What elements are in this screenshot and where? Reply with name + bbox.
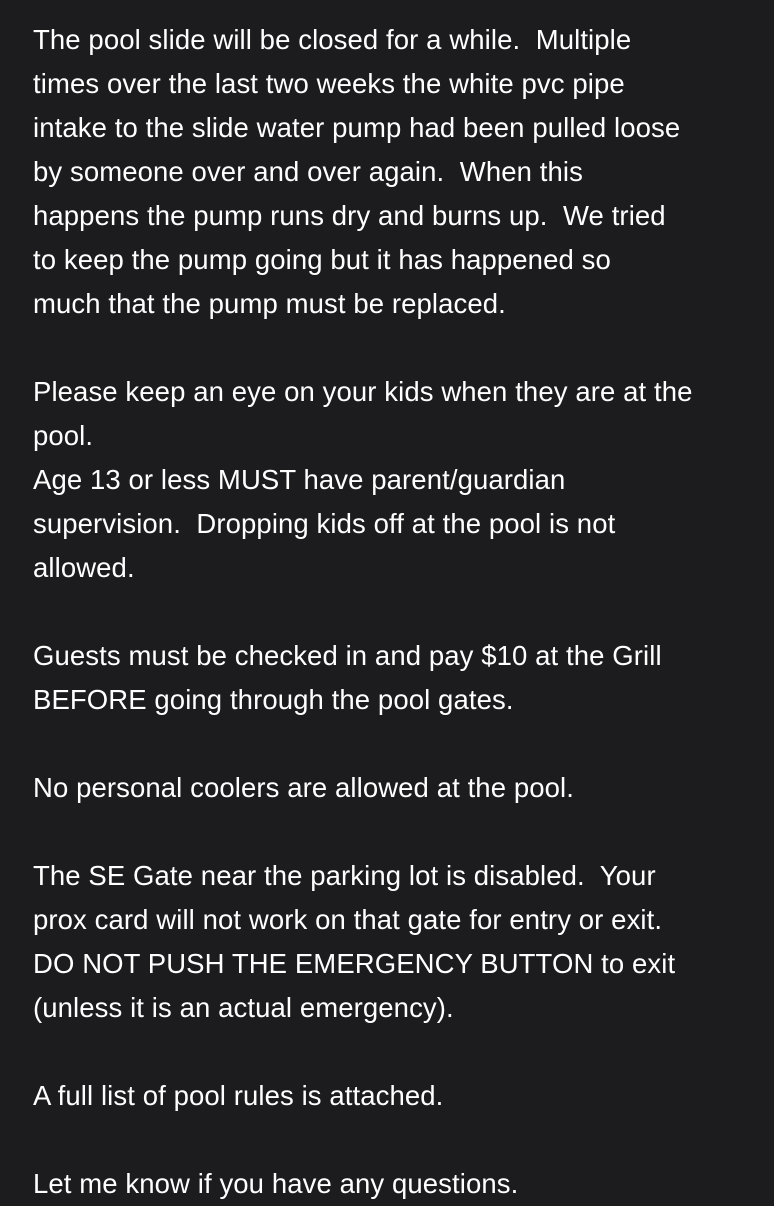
text-line: The pool slide will be closed for a while. Multiple bbox=[33, 24, 632, 55]
paragraph-guests bbox=[33, 634, 753, 722]
text-line: DO NOT PUSH THE EMERGENCY BUTTON to exit bbox=[33, 948, 676, 979]
paragraph-slide-closed bbox=[33, 18, 753, 326]
text-line: The SE Gate near the parking lot is disabled. Your bbox=[33, 860, 656, 891]
paragraph-gap bbox=[33, 810, 753, 854]
message-body bbox=[33, 18, 753, 1206]
paragraph-coolers bbox=[33, 766, 753, 810]
paragraph-supervision bbox=[33, 370, 753, 590]
text-line: pool. bbox=[33, 420, 94, 451]
text-line: Guests must be checked in and pay $10 at the Grill bbox=[33, 640, 662, 671]
text-line: much that the pump must be replaced. bbox=[33, 288, 506, 319]
paragraph-gap bbox=[33, 1030, 753, 1074]
text-line: times over the last two weeks the white pvc pipe bbox=[33, 68, 625, 99]
text-line: A full list of pool rules is attached. bbox=[33, 1080, 444, 1111]
paragraph-rules-attached bbox=[33, 1074, 753, 1118]
text-line: supervision. Dropping kids off at the pool is not bbox=[33, 508, 616, 539]
text-line: No personal coolers are allowed at the pool. bbox=[33, 772, 574, 803]
text-line: intake to the slide water pump had been pulled loose bbox=[33, 112, 681, 143]
paragraph-se-gate bbox=[33, 854, 753, 1030]
text-line: to keep the pump going but it has happened so bbox=[33, 244, 611, 275]
paragraph-gap bbox=[33, 722, 753, 766]
paragraph-gap bbox=[33, 326, 753, 370]
text-line: BEFORE going through the pool gates. bbox=[33, 684, 514, 715]
text-line: by someone over and over again. When this bbox=[33, 156, 583, 187]
paragraph-gap bbox=[33, 1118, 753, 1162]
paragraph-gap bbox=[33, 590, 753, 634]
text-line: allowed. bbox=[33, 552, 135, 583]
text-line: (unless it is an actual emergency). bbox=[33, 992, 454, 1023]
text-line: Age 13 or less MUST have parent/guardian bbox=[33, 464, 566, 495]
paragraph-questions bbox=[33, 1162, 753, 1206]
text-line: happens the pump runs dry and burns up. We tried bbox=[33, 200, 666, 231]
text-line: prox card will not work on that gate for entry or exit. bbox=[33, 904, 663, 935]
text-line: Please keep an eye on your kids when they are at the bbox=[33, 376, 693, 407]
text-line: Let me know if you have any questions. bbox=[33, 1168, 519, 1199]
